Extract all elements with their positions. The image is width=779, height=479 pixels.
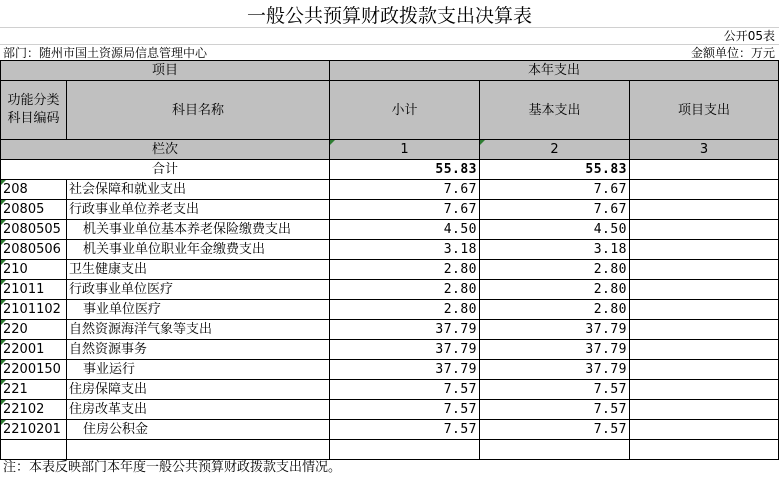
row-basic[interactable]: 3.18 [480, 240, 630, 260]
row-project[interactable] [630, 400, 779, 420]
row-basic[interactable]: 2.80 [480, 300, 630, 320]
header-row-1 [1, 61, 779, 81]
row-project[interactable] [630, 260, 779, 280]
column-number-3[interactable]: 3 [630, 140, 779, 160]
header-item[interactable]: 项目 [1, 61, 330, 81]
row-project[interactable] [630, 420, 779, 440]
row-subject-name[interactable]: 行政事业单位养老支出 [67, 200, 330, 220]
footnote: 注：本表反映部门本年度一般公共预算财政拨款支出情况。 [3, 460, 342, 475]
row-code[interactable]: 22001 [1, 340, 67, 360]
header-subtotal[interactable]: 小计 [330, 81, 480, 140]
table-row [1, 200, 779, 220]
header-subject-name[interactable]: 科目名称 [67, 81, 330, 140]
row-code[interactable]: 210 [1, 260, 67, 280]
row-code[interactable]: 2080506 [1, 240, 67, 260]
row-subject-name[interactable] [67, 440, 330, 460]
row-code[interactable]: 2210201 [1, 420, 67, 440]
row-code[interactable]: 2101102 [1, 300, 67, 320]
row-subject-name[interactable]: 自然资源事务 [67, 340, 330, 360]
total-row [1, 160, 779, 180]
row-code[interactable]: 220 [1, 320, 67, 340]
column-number-1[interactable]: 1 [330, 140, 480, 160]
row-code[interactable]: 208 [1, 180, 67, 200]
table-row [1, 440, 779, 460]
row-subtotal[interactable]: 7.67 [330, 200, 480, 220]
row-project[interactable] [630, 440, 779, 460]
header-current-year[interactable]: 本年支出 [330, 61, 779, 81]
row-subtotal[interactable]: 4.50 [330, 220, 480, 240]
form-number: 公开05表 [723, 29, 775, 43]
row-subject-name[interactable]: 卫生健康支出 [67, 260, 330, 280]
row-subtotal[interactable]: 2.80 [330, 300, 480, 320]
table-row [1, 400, 779, 420]
row-code[interactable]: 21011 [1, 280, 67, 300]
table-row [1, 300, 779, 320]
table-row [1, 220, 779, 240]
row-project[interactable] [630, 180, 779, 200]
table-row [1, 180, 779, 200]
table-row [1, 340, 779, 360]
expenditure-table [0, 60, 779, 460]
total-basic[interactable]: 55.83 [480, 160, 630, 180]
row-subject-name[interactable]: 行政事业单位医疗 [67, 280, 330, 300]
row-project[interactable] [630, 360, 779, 380]
row-basic[interactable]: 7.57 [480, 400, 630, 420]
row-basic[interactable]: 4.50 [480, 220, 630, 240]
row-subtotal[interactable]: 7.57 [330, 420, 480, 440]
row-code[interactable]: 2200150 [1, 360, 67, 380]
total-subtotal[interactable]: 55.83 [330, 160, 480, 180]
row-subtotal[interactable]: 7.57 [330, 400, 480, 420]
row-code[interactable]: 2080505 [1, 220, 67, 240]
department-label: 部门：随州市国土资源局信息管理中心 [3, 46, 208, 60]
table-row [1, 320, 779, 340]
row-subtotal[interactable]: 37.79 [330, 360, 480, 380]
row-project[interactable] [630, 240, 779, 260]
row-basic[interactable]: 7.67 [480, 180, 630, 200]
amount-unit-label: 金额单位：万元 [690, 46, 775, 60]
row-basic[interactable]: 7.57 [480, 420, 630, 440]
row-subtotal[interactable]: 37.79 [330, 340, 480, 360]
table-row [1, 360, 779, 380]
row-basic[interactable]: 2.80 [480, 280, 630, 300]
column-number-row [1, 140, 779, 160]
report-title: 一般公共预算财政拨款支出决算表 [246, 5, 532, 27]
row-project[interactable] [630, 300, 779, 320]
header-func-code[interactable]: 功能分类 科目编码 [1, 81, 67, 140]
row-code[interactable]: 20805 [1, 200, 67, 220]
row-subject-name[interactable]: 住房改革支出 [67, 400, 330, 420]
row-basic[interactable]: 37.79 [480, 340, 630, 360]
table-row [1, 280, 779, 300]
row-subtotal[interactable]: 7.67 [330, 180, 480, 200]
total-project[interactable] [630, 160, 779, 180]
row-code[interactable]: 221 [1, 380, 67, 400]
row-subtotal[interactable]: 37.79 [330, 320, 480, 340]
row-subject-name[interactable]: 机关事业单位基本养老保险缴费支出 [67, 220, 330, 240]
row-project[interactable] [630, 380, 779, 400]
row-project[interactable] [630, 200, 779, 220]
column-label[interactable]: 栏次 [1, 140, 330, 160]
row-project[interactable] [630, 320, 779, 340]
row-basic[interactable]: 37.79 [480, 320, 630, 340]
row-subtotal[interactable]: 7.57 [330, 380, 480, 400]
row-code[interactable]: 22102 [1, 400, 67, 420]
table-row [1, 420, 779, 440]
row-subject-name[interactable]: 住房公积金 [67, 420, 330, 440]
header-basic[interactable]: 基本支出 [480, 81, 630, 140]
row-subject-name[interactable]: 事业运行 [67, 360, 330, 380]
row-basic[interactable]: 37.79 [480, 360, 630, 380]
header-project[interactable]: 项目支出 [630, 81, 779, 140]
row-subtotal[interactable]: 2.80 [330, 280, 480, 300]
row-subtotal[interactable]: 3.18 [330, 240, 480, 260]
row-subtotal[interactable] [330, 440, 480, 460]
row-project[interactable] [630, 280, 779, 300]
table-row [1, 380, 779, 400]
row-subject-name[interactable]: 事业单位医疗 [67, 300, 330, 320]
row-subject-name[interactable]: 社会保障和就业支出 [67, 180, 330, 200]
total-label[interactable]: 合计 [1, 160, 330, 180]
row-subject-name[interactable]: 住房保障支出 [67, 380, 330, 400]
divider [0, 27, 779, 28]
row-subject-name[interactable]: 机关事业单位职业年金缴费支出 [67, 240, 330, 260]
row-basic[interactable]: 7.67 [480, 200, 630, 220]
row-basic[interactable]: 7.57 [480, 380, 630, 400]
header-row-2 [1, 81, 779, 140]
column-number-2[interactable]: 2 [480, 140, 630, 160]
row-project[interactable] [630, 340, 779, 360]
row-basic[interactable]: 2.80 [480, 260, 630, 280]
row-subject-name[interactable]: 自然资源海洋气象等支出 [67, 320, 330, 340]
row-basic[interactable] [480, 440, 630, 460]
row-project[interactable] [630, 220, 779, 240]
table-row [1, 260, 779, 280]
table-row [1, 240, 779, 260]
row-code[interactable] [1, 440, 67, 460]
row-subtotal[interactable]: 2.80 [330, 260, 480, 280]
